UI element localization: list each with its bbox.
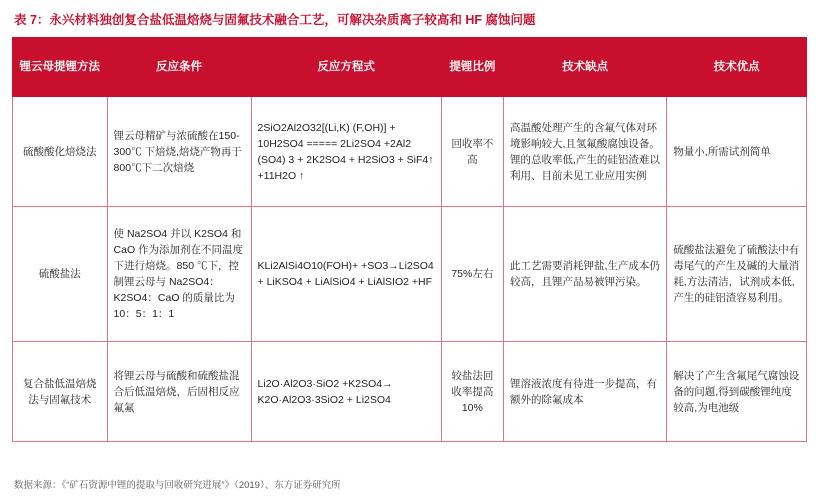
cell-method: 硫酸酸化焙烧法 [13,97,108,207]
cell-ratio: 较盐法回收率提高10% [441,342,503,442]
cell-method: 复合盐低温焙烧法与固氟技术 [13,342,108,442]
cell-condition: 锂云母精矿与浓硫酸在150-300℃ 下焙烧,焙烧产物再于 800℃下二次焙烧 [107,97,251,207]
cell-disadvantage: 锂溶液浓度有待进一步提高，有额外的除氟成本 [504,342,667,442]
cell-equation: KLi2AlSi4O10(FOH)+ +SO3→Li2SO4 + LiKSO4 + LiAlSiO4 + LiAlSIO2 +HF [251,207,441,342]
table-row [13,97,807,207]
cell-ratio: 回收率不高 [441,97,503,207]
cell-condition: 使 Na2SO4 并以 K2SO4 和 CaO 作为添加剂在不同温度下进行焙烧。850 ℃下，控制锂云母与 Na2SO4：K2SO4：CaO 的质量比为 10：5：1：1 [107,207,251,342]
col-header-method: 锂云母提锂方法 [13,38,108,97]
col-header-equation: 反应方程式 [251,38,441,97]
page-title: 表 7：永兴材料独创复合盐低温焙烧与固氟技术融合工艺，可解决杂质离子较高和 HF 腐蚀问题 [14,13,536,27]
cell-advantage: 物量小,所需试剂简单 [667,97,807,207]
table-header-row [13,38,807,97]
col-header-disadvantage: 技术缺点 [504,38,667,97]
cell-condition: 将锂云母与硫酸和硫酸盐混合后低温焙烧，后固相反应氟氟 [107,342,251,442]
col-header-advantage: 技术优点 [667,38,807,97]
cell-disadvantage: 高温酸处理产生的含氟气体对环境影响较大,且氢氟酸腐蚀设备。锂的总收率低,产生的硅铝渣难以利用、目前未见工业应用实例 [504,97,667,207]
table-body [13,97,807,442]
table-row [13,207,807,342]
cell-equation: Li2O·Al2O3·SiO2 +K2SO4→ K2O·Al2O3·3SiO2 + Li2SO4 [251,342,441,442]
cell-advantage: 硫酸盐法避免了硫酸法中有毒尾气的产生及碱的大量消耗,方法清洁，试剂成本低,产生的硅铝渣容易利用。 [667,207,807,342]
col-header-ratio: 提锂比例 [441,38,503,97]
source-note: 数据来源：《“矿石资源中锂的提取与回收研究进展”》（2019）、东方证券研究所 [14,480,341,491]
cell-advantage: 解决了产生含氟尾气腐蚀设备的问题,得到碳酸锂纯度较高,为电池级 [667,342,807,442]
cell-method: 硫酸盐法 [13,207,108,342]
cell-equation: 2SiO2Al2O32[(Li,K) (F,OH)] + 10H2SO4 ===== 2Li2SO4 +2Al2 (SO4) 3 + 2K2SO4 + H2SiO3 + SiF4↑ +11H2O ↑ [251,97,441,207]
col-header-condition: 反应条件 [107,38,251,97]
cell-ratio: 75%左右 [441,207,503,342]
cell-disadvantage: 此工艺需要消耗钾盐,生产成本仍较高，且锂产品易被钾污染。 [504,207,667,342]
table-header [13,38,807,97]
lithium-extraction-table [12,37,807,442]
table-row [13,342,807,442]
